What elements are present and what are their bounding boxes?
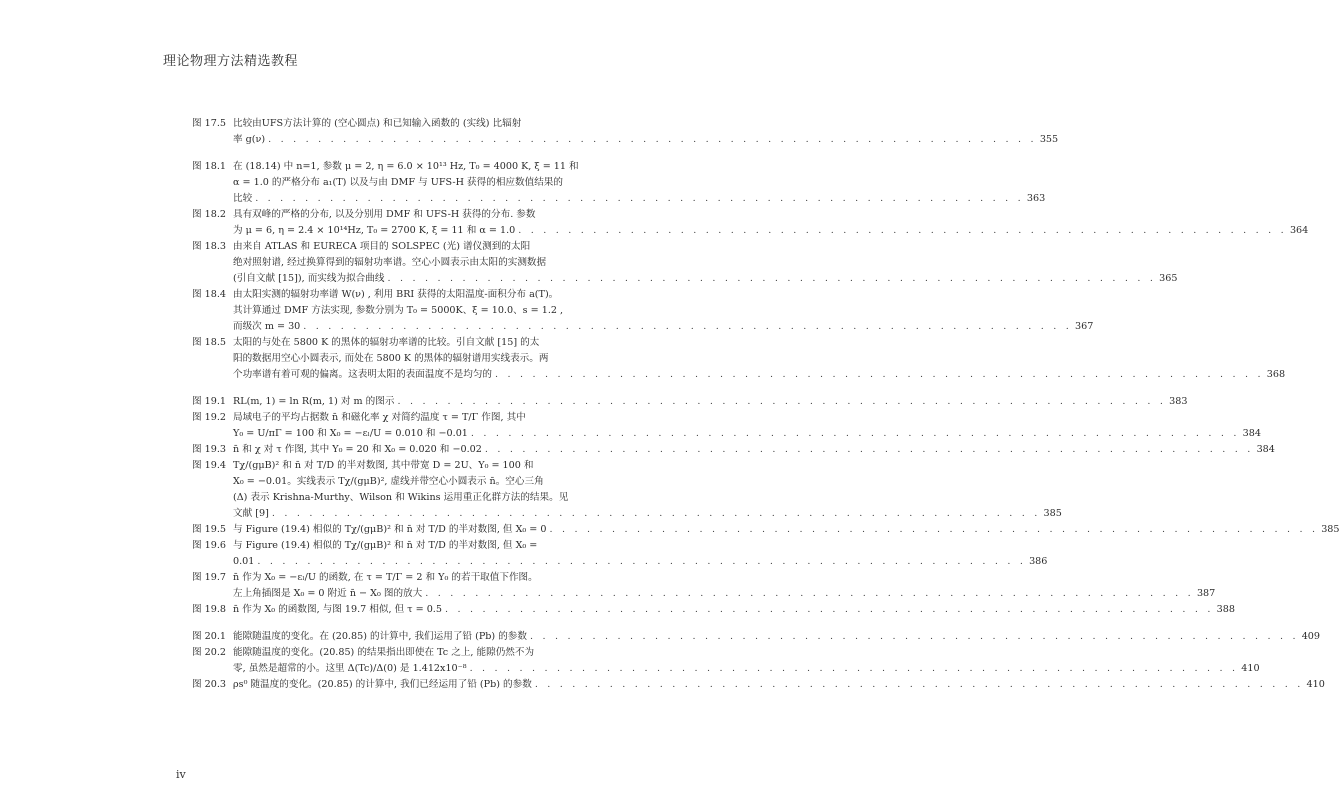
figure-label: 图 19.3 <box>192 444 227 455</box>
figure-caption <box>233 645 1260 677</box>
page-reference: 364 <box>1289 225 1309 236</box>
caption-line <box>233 319 1094 335</box>
figure-caption <box>233 159 1046 207</box>
caption-line: 绝对照射谱, 经过换算得到的辐射功率谱。空心小圆表示由太阳的实测数据 <box>233 257 547 268</box>
figure-entry <box>192 677 1325 693</box>
figure-caption <box>233 116 1059 148</box>
dot-leader: . . . . . . . . . . . . . . . . . . . . . . . . . . . . . . . . . . . . . . . . . . . . . . . . . . . . . . . . . . . . . . <box>444 604 1214 615</box>
caption-line: 与 Figure (19.4) 相似的 Tχ/(gμB)² 和 n̄ 对 T/D 的半对数图, 但 X₀ = <box>233 540 538 551</box>
dot-leader: . . . . . . . . . . . . . . . . . . . . . . . . . . . . . . . . . . . . . . . . . . . . . . . . . . . . . . . . . . . . . . <box>271 508 1041 519</box>
dot-leader: . . . . . . . . . . . . . . . . . . . . . . . . . . . . . . . . . . . . . . . . . . . . . . . . . . . . . . . . . . . . . . <box>518 225 1287 236</box>
figure-label: 图 20.2 <box>192 647 227 658</box>
page-reference: 363 <box>1026 193 1046 204</box>
caption-line: α = 1.0 的严格分布 a₁(T) 以及与由 DMF 与 UFS-H 获得的相应数值结果的 <box>233 177 563 188</box>
figure-entry <box>192 410 1261 442</box>
caption-text: 零, 虽然是超常的小。这里 Δ(Tc)/Δ(0) 是 1.412x10⁻⁸ <box>233 663 467 674</box>
dot-leader: . . . . . . . . . . . . . . . . . . . . . . . . . . . . . . . . . . . . . . . . . . . . . . . . . . . . . . . . . . . . . . <box>484 444 1254 455</box>
figure-label: 图 18.2 <box>192 209 227 220</box>
figure-caption <box>233 458 1062 522</box>
figure-entry <box>192 522 1340 538</box>
caption-line <box>233 132 1059 148</box>
caption-line <box>233 677 1325 693</box>
figure-caption <box>233 522 1340 538</box>
page-reference: 385 <box>1043 508 1062 519</box>
caption-line: n̄ 作为 X₀ = −εₗ/U 的函数, 在 τ = T/Γ = 2 和 Y₀ 的若干取值下作图。 <box>233 572 538 583</box>
figure-label: 图 20.1 <box>192 631 227 642</box>
dot-leader: . . . . . . . . . . . . . . . . . . . . . . . . . . . . . . . . . . . . . . . . . . . . . . . . . . . . . . . . . . . . . . <box>425 588 1194 599</box>
figure-label: 图 18.1 <box>192 161 227 172</box>
caption-line: 阳的数据用空心小圆表示, 而处在 5800 K 的黑体的辐射谱用实线表示。两 <box>233 353 549 364</box>
caption-text: 与 Figure (19.4) 相似的 Tχ/(gμB)² 和 n̄ 对 T/D 的半对数图, 但 X₀ = 0 <box>233 524 547 535</box>
caption-line: 太阳的与处在 5800 K 的黑体的辐射功率谱的比较。引自文献 [15] 的太 <box>233 337 540 348</box>
figure-caption <box>233 677 1325 693</box>
figure-entry <box>192 458 1062 522</box>
figure-label: 图 19.7 <box>192 572 227 583</box>
figure-label: 图 20.3 <box>192 679 227 690</box>
dot-leader: . . . . . . . . . . . . . . . . . . . . . . . . . . . . . . . . . . . . . . . . . . . . . . . . . . . . . . . . . . . . . . <box>268 134 1037 145</box>
figure-caption <box>233 207 1309 239</box>
figure-caption <box>233 410 1261 442</box>
page-reference: 385 <box>1321 524 1340 535</box>
page-number: iv <box>176 768 186 781</box>
caption-line <box>233 506 1062 522</box>
caption-line <box>233 661 1260 677</box>
page-reference: 387 <box>1196 588 1216 599</box>
dot-leader: . . . . . . . . . . . . . . . . . . . . . . . . . . . . . . . . . . . . . . . . . . . . . . . . . . . . . . . . . . . . . . <box>530 631 1299 642</box>
figure-caption <box>233 394 1188 410</box>
figure-label: 图 19.4 <box>192 460 227 471</box>
group-spacer <box>192 383 616 394</box>
figure-caption <box>233 602 1235 618</box>
caption-line: 其计算通过 DMF 方法实现, 参数分别为 T₀ = 5000K、ξ = 10.0、s = 1.2 , <box>233 305 564 316</box>
page-reference: 384 <box>1242 428 1261 439</box>
figure-label: 图 19.6 <box>192 540 227 551</box>
figure-caption <box>233 570 1216 602</box>
dot-leader: . . . . . . . . . . . . . . . . . . . . . . . . . . . . . . . . . . . . . . . . . . . . . . . . . . . . . . . . . . . . . . <box>549 524 1319 535</box>
figure-label: 图 19.1 <box>192 396 227 407</box>
list-of-figures <box>192 116 1340 693</box>
figure-entry <box>192 629 1321 645</box>
dot-leader: . . . . . . . . . . . . . . . . . . . . . . . . . . . . . . . . . . . . . . . . . . . . . . . . . . . . . . . . . . . . . . <box>303 321 1072 332</box>
caption-line: 局域电子的平均占据数 n̄ 和磁化率 χ 对简约温度 τ = T/Γ 作图, 其中 <box>233 412 526 423</box>
caption-line: 具有双峰的严格的分布, 以及分别用 DMF 和 UFS-H 获得的分布. 参数 <box>233 209 536 220</box>
dot-leader: . . . . . . . . . . . . . . . . . . . . . . . . . . . . . . . . . . . . . . . . . . . . . . . . . . . . . . . . . . . . . . <box>255 193 1024 204</box>
caption-text: 率 g(ν) <box>233 134 266 145</box>
caption-line: 能隙随温度的变化。(20.85) 的结果指出即使在 Tc 之上, 能隙仍然不为 <box>233 647 535 658</box>
caption-text: 左上角插图是 X₀ = 0 附近 n̄ − X₀ 图的放大 <box>233 588 423 599</box>
caption-line <box>233 271 1178 287</box>
page-reference: 368 <box>1266 369 1286 380</box>
caption-line: (Δ) 表示 Krishna-Murthy、Wilson 和 Wikins 运用重正化群方法的结果。见 <box>233 492 569 503</box>
dot-leader: . . . . . . . . . . . . . . . . . . . . . . . . . . . . . . . . . . . . . . . . . . . . . . . . . . . . . . . . . . . . . . <box>257 556 1027 567</box>
caption-text: Y₀ = U/πΓ = 100 和 X₀ = −εₗ/U = 0.010 和 −0.01 <box>233 428 468 439</box>
figure-entry <box>192 394 1188 410</box>
figure-entry <box>192 287 1094 335</box>
caption-text: 0.01 <box>233 556 255 567</box>
caption-line: Tχ/(gμB)² 和 n̄ 对 T/D 的半对数图, 其中带宽 D = 2U、Y₀ = 100 和 <box>233 460 534 471</box>
figure-label: 图 18.4 <box>192 289 227 300</box>
figure-entry <box>192 159 1046 207</box>
figure-label: 图 18.3 <box>192 241 227 252</box>
caption-line <box>233 442 1275 458</box>
caption-line <box>233 629 1321 645</box>
dot-leader: . . . . . . . . . . . . . . . . . . . . . . . . . . . . . . . . . . . . . . . . . . . . . . . . . . . . . . . . . . . . . . <box>534 679 1304 690</box>
caption-line <box>233 586 1216 602</box>
figure-label: 图 19.2 <box>192 412 227 423</box>
page-reference: 383 <box>1169 396 1188 407</box>
figure-label: 图 19.8 <box>192 604 227 615</box>
caption-text: 能隙随温度的变化。在 (20.85) 的计算中, 我们运用了铅 (Pb) 的参数 <box>233 631 527 642</box>
figure-caption <box>233 538 1048 570</box>
caption-line: 由太阳实测的辐射功率谱 W(ν) , 利用 BRI 获得的太阳温度-面积分布 a(T)。 <box>233 289 559 300</box>
figure-entry <box>192 442 1275 458</box>
page-reference: 386 <box>1029 556 1048 567</box>
page-reference: 410 <box>1306 679 1325 690</box>
caption-text: ρs⁰ 随温度的变化。(20.85) 的计算中, 我们已经运用了铅 (Pb) 的参数 <box>233 679 532 690</box>
figure-entry <box>192 239 1178 287</box>
caption-text: 比较 <box>233 193 253 204</box>
caption-text: 为 μ = 6, η = 2.4 × 10¹⁴Hz, T₀ = 2700 K, ξ = 11 和 α = 1.0 <box>233 225 516 236</box>
caption-line <box>233 426 1261 442</box>
figure-entry <box>192 570 1216 602</box>
caption-text: 文献 [9] <box>233 508 269 519</box>
figure-entry <box>192 116 1059 148</box>
caption-line: 由来自 ATLAS 和 EURECA 项目的 SOLSPEC (光) 谱仪测到的太阳 <box>233 241 531 252</box>
caption-text: 个功率谱有着可观的偏离。这表明太阳的表面温度不是均匀的 <box>233 369 493 380</box>
page-reference: 367 <box>1074 321 1094 332</box>
caption-line: 比较由UFS方法计算的 (空心圆点) 和已知输入函数的 (实线) 比辐射 <box>233 118 522 129</box>
figure-label: 图 19.5 <box>192 524 227 535</box>
caption-text: 而级次 m = 30 <box>233 321 301 332</box>
dot-leader: . . . . . . . . . . . . . . . . . . . . . . . . . . . . . . . . . . . . . . . . . . . . . . . . . . . . . . . . . . . . . . <box>495 369 1264 380</box>
caption-line: 在 (18.14) 中 n=1, 参数 μ = 2, η = 6.0 × 10¹³ Hz, T₀ = 4000 K, ξ = 11 和 <box>233 161 579 172</box>
caption-line <box>233 367 1286 383</box>
page-reference: 365 <box>1159 273 1178 284</box>
caption-text: n̄ 和 χ 对 τ 作图, 其中 Y₀ = 20 和 X₀ = 0.020 和 −0.02 <box>233 444 482 455</box>
caption-text: (引自文献 [15]), 而实线为拟合曲线 <box>233 273 385 284</box>
group-spacer <box>192 148 616 159</box>
figure-label: 图 18.5 <box>192 337 227 348</box>
caption-text: RL(m, 1) = ln R(m, 1) 对 m 的图示 <box>233 396 395 407</box>
caption-line <box>233 223 1309 239</box>
caption-line <box>233 522 1340 538</box>
figure-entry <box>192 602 1235 618</box>
figure-entry <box>192 645 1260 677</box>
dot-leader: . . . . . . . . . . . . . . . . . . . . . . . . . . . . . . . . . . . . . . . . . . . . . . . . . . . . . . . . . . . . . . <box>470 428 1240 439</box>
caption-line <box>233 394 1188 410</box>
figure-entry <box>192 207 1309 239</box>
page-reference: 384 <box>1256 444 1275 455</box>
figure-caption <box>233 287 1094 335</box>
caption-line <box>233 602 1235 618</box>
figure-entry <box>192 538 1048 570</box>
caption-line: X₀ = −0.01。实线表示 Tχ/(gμB)², 虚线并带空心小圆表示 n̄。空心三角 <box>233 476 544 487</box>
page-reference: 409 <box>1301 631 1321 642</box>
caption-line <box>233 191 1046 207</box>
dot-leader: . . . . . . . . . . . . . . . . . . . . . . . . . . . . . . . . . . . . . . . . . . . . . . . . . . . . . . . . . . . . . . <box>469 663 1239 674</box>
figure-caption <box>233 335 1286 383</box>
caption-text: n̄ 作为 X₀ 的函数图, 与图 19.7 相似, 但 τ = 0.5 <box>233 604 442 615</box>
caption-line <box>233 554 1048 570</box>
figure-caption <box>233 629 1321 645</box>
figure-entry <box>192 335 1286 383</box>
dot-leader: . . . . . . . . . . . . . . . . . . . . . . . . . . . . . . . . . . . . . . . . . . . . . . . . . . . . . . . . . . . . . . <box>387 273 1157 284</box>
figure-label: 图 17.5 <box>192 118 227 129</box>
figure-caption <box>233 239 1178 287</box>
page-reference: 388 <box>1216 604 1235 615</box>
dot-leader: . . . . . . . . . . . . . . . . . . . . . . . . . . . . . . . . . . . . . . . . . . . . . . . . . . . . . . . . . . . . . . <box>397 396 1167 407</box>
running-header: 理论物理方法精选教程 <box>163 54 299 69</box>
page-reference: 355 <box>1039 134 1059 145</box>
group-spacer <box>192 618 616 629</box>
figure-caption <box>233 442 1275 458</box>
page-reference: 410 <box>1241 663 1260 674</box>
